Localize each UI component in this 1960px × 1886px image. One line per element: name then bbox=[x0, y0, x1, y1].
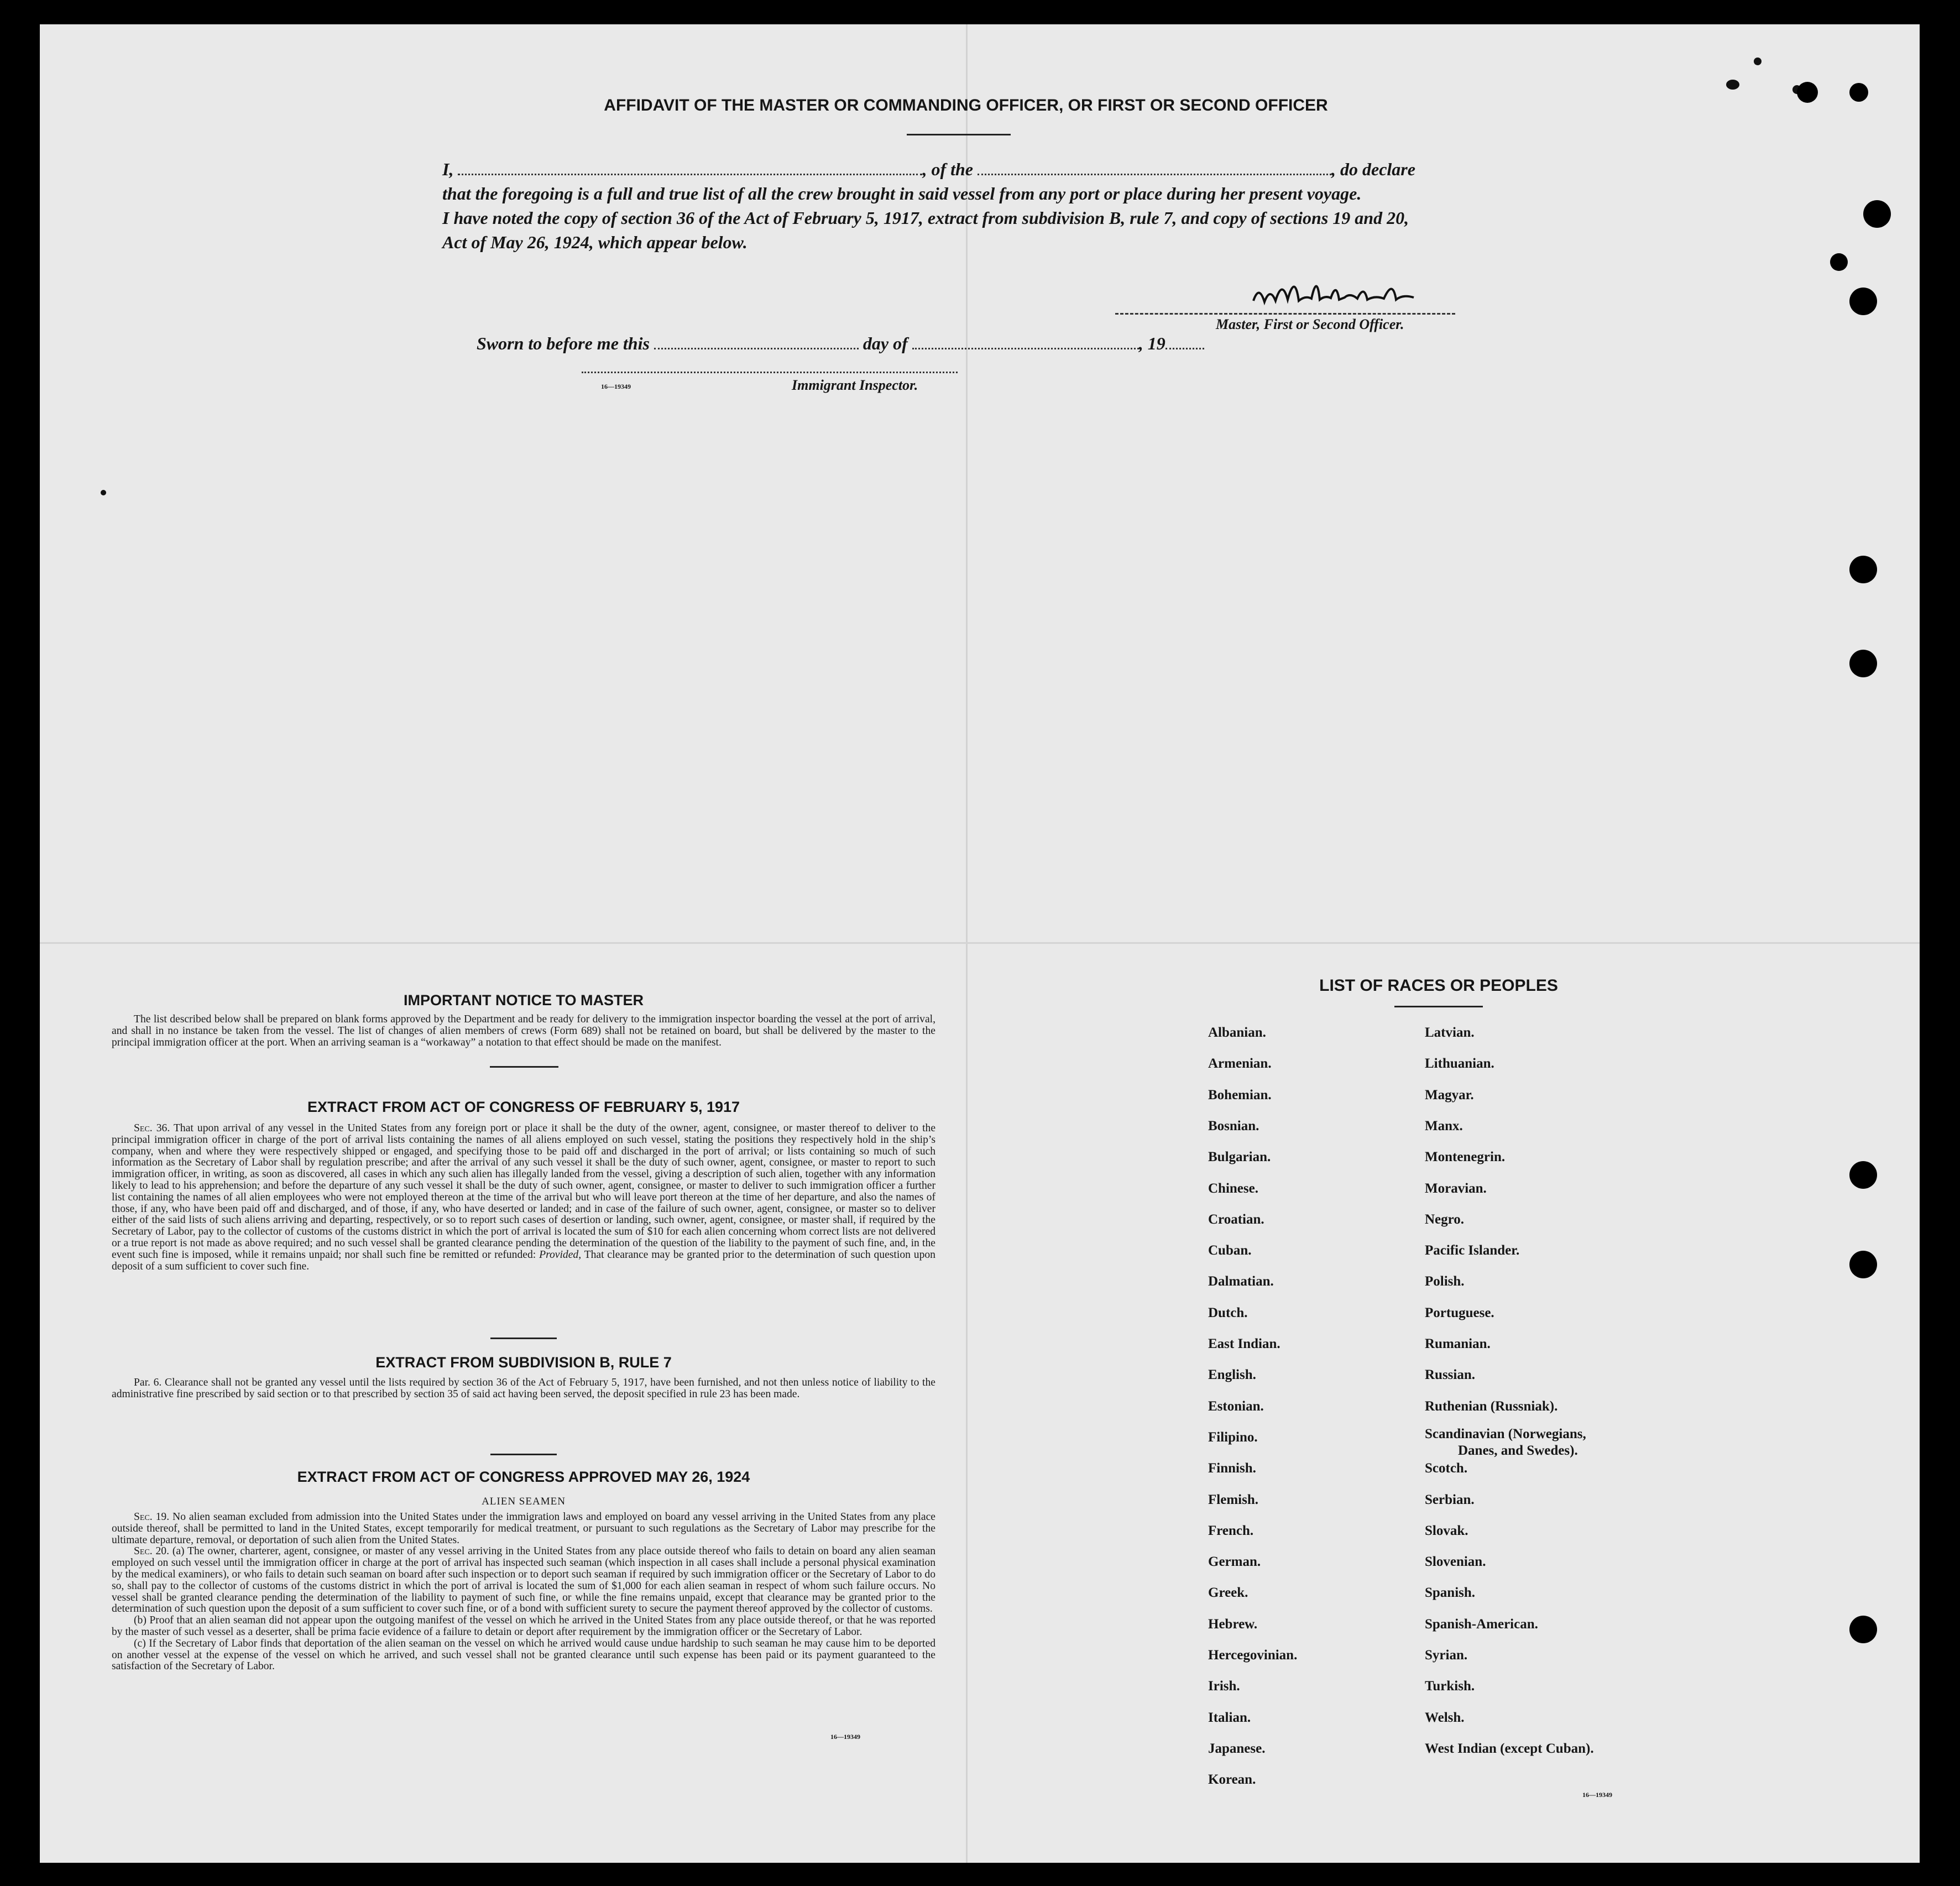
extract-1924-title: EXTRACT FROM ACT OF CONGRESS APPROVED MAY 26, 1924 bbox=[297, 1469, 750, 1485]
race-item: English. bbox=[1208, 1367, 1256, 1382]
form-code-bottom-left: 16—19349 bbox=[830, 1733, 860, 1741]
binder-hole bbox=[1863, 200, 1891, 228]
race-item: Bulgarian. bbox=[1208, 1150, 1271, 1164]
binder-hole bbox=[1849, 288, 1877, 315]
race-item: West Indian (except Cuban). bbox=[1425, 1741, 1594, 1756]
sec-20c-text: (c) If the Secretary of Labor finds that deportation of the alien seaman on the vessel on which he arrived would cause undue hardship to such seaman he may cause him to be deported on another vessel at the expense of the vessel on which he arrived, and such vessel shall not be granted clearance until such expense has been paid or its payment guaranteed to the satisfaction of the Secretary of Labor. bbox=[112, 1637, 935, 1673]
race-item: Moravian. bbox=[1425, 1181, 1487, 1196]
race-item: Manx. bbox=[1425, 1119, 1463, 1133]
notice-text bbox=[112, 1014, 935, 1048]
race-item: Scandinavian (Norwegians, bbox=[1425, 1427, 1586, 1441]
provided-word: Provided, bbox=[539, 1248, 582, 1261]
declare-end: , do declare bbox=[1331, 159, 1415, 179]
month-blank bbox=[912, 331, 1139, 349]
race-item: Flemish. bbox=[1208, 1492, 1258, 1507]
scan-speck bbox=[1726, 80, 1739, 90]
race-item: Armenian. bbox=[1208, 1056, 1272, 1071]
binder-hole bbox=[1797, 82, 1818, 103]
race-item: Japanese. bbox=[1208, 1741, 1266, 1756]
form-code-top: 16—19349 bbox=[601, 383, 631, 390]
race-item: Pacific Islander. bbox=[1425, 1243, 1520, 1258]
race-item: Bohemian. bbox=[1208, 1088, 1272, 1103]
race-item: Latvian. bbox=[1425, 1025, 1475, 1040]
race-item: Spanish. bbox=[1425, 1585, 1476, 1600]
affidavit-line-2: that the foregoing is a full and true list of all the crew brought in said vessel from any port or place during her present voyage. bbox=[442, 184, 1362, 203]
form-code-bottom-right: 16—19349 bbox=[1582, 1791, 1612, 1799]
alien-seamen-subtitle: ALIEN SEAMEN bbox=[482, 1496, 566, 1507]
race-item: Estonian. bbox=[1208, 1399, 1264, 1414]
sworn-line bbox=[477, 331, 1204, 354]
signature-block bbox=[1115, 262, 1491, 339]
binder-hole bbox=[1830, 253, 1848, 271]
race-item: Albanian. bbox=[1208, 1025, 1266, 1040]
race-item: French. bbox=[1208, 1523, 1254, 1538]
scan-speck bbox=[1754, 58, 1762, 65]
race-item: Hebrew. bbox=[1208, 1617, 1258, 1632]
day-blank bbox=[654, 331, 859, 349]
inspector-label: Immigrant Inspector. bbox=[792, 377, 918, 393]
sec-20b-text: (b) Proof that an alien seaman did not appear upon the outgoing manifest of the vessel on which he arrived in the United States from any place outside thereof, or that he was reported by the master of such vessel as a deserter, shall be prima facie evidence of a failure to detain or deport after requirement by the immigration officer or the Secretary of Labor. bbox=[112, 1615, 935, 1638]
signature-line bbox=[1115, 313, 1455, 315]
race-item: Italian. bbox=[1208, 1710, 1251, 1725]
race-item: Polish. bbox=[1425, 1274, 1465, 1289]
race-item: Croatian. bbox=[1208, 1212, 1264, 1227]
race-item: Dutch. bbox=[1208, 1305, 1248, 1320]
race-item: Scotch. bbox=[1425, 1461, 1468, 1476]
sec-36-text-end: That clearance may be granted prior to the determination of such question upon deposit of a sum sufficient to cover such fine. bbox=[112, 1248, 935, 1272]
race-item: Slovak. bbox=[1425, 1523, 1468, 1538]
race-item: Danes, and Swedes). bbox=[1458, 1443, 1578, 1458]
sworn-text: Sworn to before me this bbox=[477, 333, 650, 353]
race-item: Turkish. bbox=[1425, 1679, 1475, 1694]
notice-paragraph: The list described below shall be prepared on blank forms approved by the Department and be ready for delivery to the immigration inspector boarding the vessel at the port of arrival, and shall in no instance be taken from the vessel. The list of changes of alien members of crews (Form 689) shall not be retained on board, but shall be delivered by the master to the principal immigration officer at the port. When an arriving seaman is a “workaway” a notation to that effect should be made on the manifest. bbox=[112, 1013, 935, 1048]
race-item: Lithuanian. bbox=[1425, 1056, 1494, 1071]
declare-of-the: , of the bbox=[922, 159, 973, 179]
binder-hole bbox=[1849, 1161, 1877, 1189]
day-of-text: day of bbox=[863, 333, 908, 353]
signature-label: Master, First or Second Officer. bbox=[1216, 316, 1404, 332]
race-item: Slovenian. bbox=[1425, 1554, 1486, 1569]
rule-7-text bbox=[112, 1377, 935, 1401]
race-item: Serbian. bbox=[1425, 1492, 1475, 1507]
affidavit-line-4: Act of May 26, 1924, which appear below. bbox=[442, 232, 748, 252]
rule-7-paragraph: Par. 6. Clearance shall not be granted any vessel until the lists required by section 36 of the Act of February 5, 1917, have been furnished, and not then unless notice of liability to the administrative fine prescribed by said section or to that prescribed by section 35 of said act having been served, the deposit specified in rule 23 has been made. bbox=[112, 1377, 935, 1400]
race-item: Montenegrin. bbox=[1425, 1150, 1506, 1164]
race-item: Rumanian. bbox=[1425, 1336, 1491, 1351]
affidavit-body bbox=[442, 157, 1548, 254]
binder-hole bbox=[1849, 83, 1868, 102]
binder-hole bbox=[1849, 556, 1877, 583]
race-item: Bosnian. bbox=[1208, 1119, 1259, 1133]
vessel-blank bbox=[978, 157, 1331, 175]
rule-7-title: EXTRACT FROM SUBDIVISION B, RULE 7 bbox=[375, 1354, 672, 1371]
race-item: Cuban. bbox=[1208, 1243, 1252, 1258]
year-prefix: , 19 bbox=[1138, 333, 1165, 353]
scan-speck bbox=[101, 490, 106, 495]
affidavit-line-3: I have noted the copy of section 36 of the Act of February 5, 1917, extract from subdivision B, rule 7, and copy of sections 19 and 20, bbox=[442, 208, 1409, 228]
name-blank bbox=[458, 157, 922, 175]
binder-hole bbox=[1849, 1616, 1877, 1643]
race-item: Welsh. bbox=[1425, 1710, 1465, 1725]
horizontal-fold-line bbox=[40, 942, 1920, 944]
sec-20-label: Sec. 20. bbox=[134, 1545, 169, 1558]
race-item: Russian. bbox=[1425, 1367, 1476, 1382]
race-item: Filipino. bbox=[1208, 1430, 1258, 1445]
sec-19-text: No alien seaman excluded from admission into the United States under the immigration laws and employed on board any vessel arriving in the United States from any place outside thereof, shall be permitted to land in the United States, except temporarily for medical treatment, or pursuant to such regulations as the Secretary of Labor may prescribe for the ultimate departure, removal, or deportation of such alien from the United States. bbox=[112, 1511, 936, 1546]
notice-title: IMPORTANT NOTICE TO MASTER bbox=[404, 992, 644, 1009]
handwritten-signature bbox=[1248, 262, 1480, 317]
notice-rule bbox=[490, 1066, 558, 1068]
race-item: Hercegovinian. bbox=[1208, 1648, 1298, 1663]
race-item: Greek. bbox=[1208, 1585, 1248, 1600]
race-item: Chinese. bbox=[1208, 1181, 1258, 1196]
sec-20a-text: (a) The owner, charterer, agent, consignee, or master of any vessel arriving in the United States from any place outside thereof who fails to detain on board any alien seaman employed on such vessel until the immigration officer in charge at the port of arrival has inspected such seaman (which inspection in all cases shall include a personal physical examination by the medical examiners), or who fails to detain such seaman on board after such inspection or to deport such seaman if required by such immigration officer or the Secretary of Labor to do so, shall pay to the collector of customs of the customs district in which the port of arrival is located the sum of $1,000 for each alien seaman in respect of whom such failure occurs. No vessel shall be granted clearance pending the determination of the liability to payment of such fine, or while the fine remains unpaid, except that clearance may be granted prior to the determination of such question upon the deposit of a sum sufficient to cover such fine, or of a bond with sufficient surety to secure the payment thereof approved by the collector of customs. bbox=[112, 1545, 935, 1615]
title-rule bbox=[907, 134, 1011, 135]
race-item: Finnish. bbox=[1208, 1461, 1256, 1476]
race-item: Dalmatian. bbox=[1208, 1274, 1274, 1289]
affidavit-title: AFFIDAVIT OF THE MASTER OR COMMANDING OFFICER, OR FIRST OR SECOND OFFICER bbox=[604, 96, 1328, 114]
race-item: Negro. bbox=[1425, 1212, 1465, 1227]
race-item: Magyar. bbox=[1425, 1088, 1474, 1103]
races-title: LIST OF RACES OR PEOPLES bbox=[1319, 976, 1558, 995]
binder-hole bbox=[1849, 1251, 1877, 1278]
race-item: Korean. bbox=[1208, 1772, 1256, 1787]
race-item: Portuguese. bbox=[1425, 1305, 1494, 1320]
binder-hole bbox=[1849, 650, 1877, 677]
races-title-rule bbox=[1394, 1006, 1483, 1007]
race-item: Ruthenian (Russniak). bbox=[1425, 1399, 1558, 1414]
race-item: East Indian. bbox=[1208, 1336, 1280, 1351]
inspector-signature-line bbox=[582, 372, 958, 373]
document-page bbox=[40, 24, 1920, 1863]
extract-1917-title: EXTRACT FROM ACT OF CONGRESS OF FEBRUARY 5, 1917 bbox=[307, 1099, 740, 1115]
sec-36-label: Sec. 36. bbox=[134, 1122, 170, 1134]
extract-1924-text bbox=[112, 1512, 935, 1673]
sec-36-text: That upon arrival of any vessel in the United States from any foreign port or place it shall be the duty of the owner, agent, consignee, or master thereof to deliver to the principal immigration officer in charge of the port of arrival lists containing the names of all aliens employed on such vessel, stating the positions they respectively hold in the ship’s company, when and where they were respectively shipped or engaged, and specifying those to be paid off and discharged in the port of arrival; or lists containing so much of such information as the Secretary of Labor shall by regulation prescribe; and after the arrival of any such vessel it shall be the duty of such owner, agent, consignee, or master to report to such immigration officer, in writing, as soon as discovered, all cases in which any such alien has illegally landed from the vessel, giving a description of such alien, together with any information likely to lead to his apprehension; and before the departure of any such vessel it shall be the duty of such owner, agent, consignee, or master to deliver to such immigration officer a further list containing the names of all alien employees who were not employed thereon at the time of the arrival but who will leave port thereon at the time of her departure, and also the names of those, if any, who have been paid off and discharged, and of those, if any, who have deserted or landed; and in case of the failure of such owner, agent, consignee, or master so to deliver either of the said lists of such aliens arriving and departing, respectively, or so to report such cases of desertion or landing, such owner, agent, consignee, or master shall, if required by the Secretary of Labor, pay to the collector of customs of the customs district in which the port of arrival is located the sum of $10 for each alien concerning whom correct lists are not delivered or a true report is not made as above required; and no such vessel shall be granted clearance pending the determination of the question of the liability to the payment of such fine, and, in the event such fine is imposed, while it remains unpaid; nor shall such fine be remitted or refunded: bbox=[112, 1122, 936, 1261]
rule-7-rule bbox=[490, 1454, 557, 1455]
year-blank bbox=[1165, 331, 1204, 349]
race-item: German. bbox=[1208, 1554, 1261, 1569]
sec-19-label: Sec. 19. bbox=[134, 1511, 170, 1523]
extract-1917-rule bbox=[490, 1338, 557, 1339]
race-item: Irish. bbox=[1208, 1679, 1240, 1694]
extract-1917-text bbox=[112, 1123, 935, 1272]
race-item: Spanish-American. bbox=[1425, 1617, 1538, 1632]
declare-i: I, bbox=[442, 159, 454, 179]
race-item: Syrian. bbox=[1425, 1648, 1468, 1663]
